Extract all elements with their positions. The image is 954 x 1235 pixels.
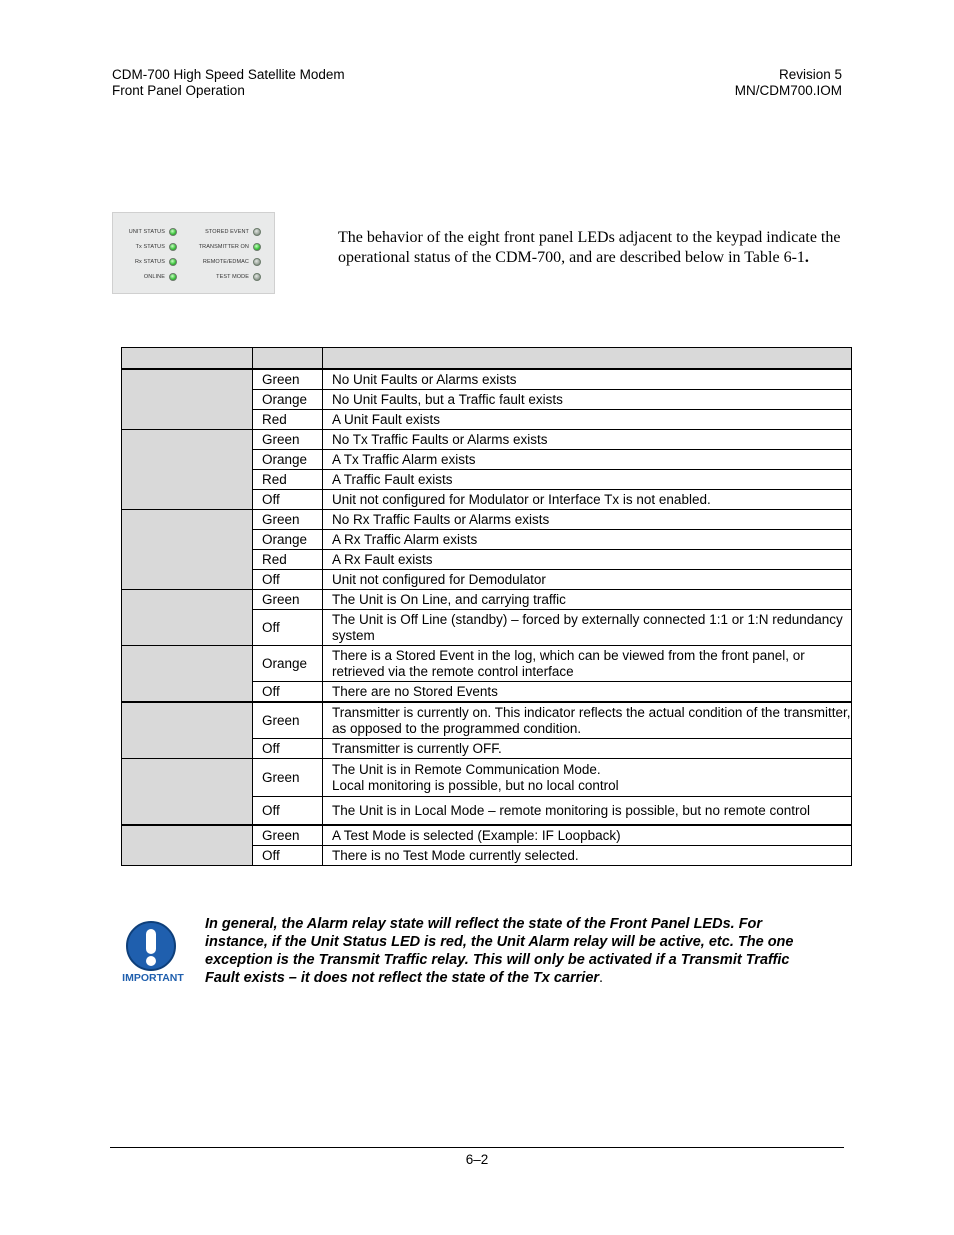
intro-end-punct: . <box>804 249 809 266</box>
condition-cell: Green <box>253 590 323 610</box>
condition-cell: Orange <box>253 450 323 470</box>
table-row <box>122 430 852 450</box>
condition-cell: Red <box>253 410 323 430</box>
condition-cell: Green <box>253 825 323 846</box>
chapter-title: Front Panel Operation <box>112 83 245 98</box>
table-group <box>122 430 852 510</box>
description-cell: Unit not configured for Demodulator <box>323 570 852 590</box>
condition-cell: Green <box>253 510 323 530</box>
table-row <box>122 825 852 846</box>
led-label: TEST MODE <box>216 274 249 280</box>
description-cell: There is no Test Mode currently selected. <box>323 846 852 866</box>
table-row <box>122 510 852 530</box>
table-group <box>122 825 852 866</box>
description-cell: A Rx Traffic Alarm exists <box>323 530 852 550</box>
intro-text: The behavior of the eight front panel LEDs adjacent to the keypad indicate the operational status of the CDM-700, and are described below in Table 6-1 <box>338 229 841 266</box>
condition-cell: Off <box>253 490 323 510</box>
condition-cell: Off <box>253 610 323 646</box>
intro-paragraph <box>338 228 848 268</box>
condition-cell: Orange <box>253 390 323 410</box>
description-cell: A Traffic Fault exists <box>323 470 852 490</box>
led-name-cell <box>122 702 253 759</box>
footer-divider <box>110 1147 844 1148</box>
unit-status-led-icon <box>169 228 177 236</box>
condition-cell: Off <box>253 682 323 703</box>
led-row <box>185 256 261 268</box>
description-cell: Unit not configured for Modulator or Interface Tx is not enabled. <box>323 490 852 510</box>
document-title: CDM-700 High Speed Satellite Modem <box>112 67 345 82</box>
description-line: The Unit is in Remote Communication Mode. <box>332 761 601 777</box>
table-row <box>122 646 852 682</box>
transmitter-on-led-icon <box>253 243 261 251</box>
led-row <box>121 256 177 268</box>
led-label: UNIT STATUS <box>128 229 165 235</box>
page-number: 6–2 <box>465 1152 489 1167</box>
led-name-cell <box>122 430 253 510</box>
exclamation-bar <box>146 929 156 954</box>
page-header-left <box>112 67 345 99</box>
led-label: REMOTE/EDMAC <box>202 259 249 265</box>
led-label: TRANSMITTER ON <box>198 244 249 250</box>
description-cell: A Rx Fault exists <box>323 550 852 570</box>
condition-cell: Off <box>253 846 323 866</box>
table-group <box>122 510 852 590</box>
table-row <box>122 759 852 797</box>
description-cell: Transmitter is currently on. This indicator reflects the actual condition of the transmitter, as opposed to the programmed condition. <box>323 702 852 739</box>
condition-cell: Green <box>253 430 323 450</box>
important-note <box>205 915 825 987</box>
description-cell <box>323 759 852 797</box>
exclamation-dot <box>146 956 156 966</box>
description-cell: A Unit Fault exists <box>323 410 852 430</box>
description-cell: Transmitter is currently OFF. <box>323 739 852 759</box>
description-cell: The Unit is On Line, and carrying traffic <box>323 590 852 610</box>
condition-cell: Red <box>253 550 323 570</box>
description-line: Local monitoring is possible, but no local control <box>332 777 619 793</box>
rx-status-led-icon <box>169 258 177 266</box>
description-cell: No Unit Faults or Alarms exists <box>323 369 852 390</box>
table-group <box>122 759 852 826</box>
led-label: STORED EVENT <box>205 229 249 235</box>
stored-event-led-icon <box>253 228 261 236</box>
important-note-tail: . <box>599 970 604 986</box>
led-label: Tx STATUS <box>135 244 165 250</box>
led-row <box>185 271 261 283</box>
condition-cell: Off <box>253 797 323 826</box>
description-cell: A Tx Traffic Alarm exists <box>323 450 852 470</box>
condition-cell: Green <box>253 759 323 797</box>
table-group <box>122 702 852 759</box>
table-row <box>122 702 852 739</box>
condition-cell: Off <box>253 570 323 590</box>
led-name-cell <box>122 646 253 703</box>
table-row <box>122 369 852 390</box>
description-cell: No Rx Traffic Faults or Alarms exists <box>323 510 852 530</box>
condition-cell: Red <box>253 470 323 490</box>
led-label: ONLINE <box>143 274 165 280</box>
led-row <box>185 226 261 238</box>
document-number: MN/CDM700.IOM <box>734 83 842 98</box>
led-row <box>121 226 177 238</box>
tx-status-led-icon <box>169 243 177 251</box>
table-header-condition <box>253 348 323 370</box>
description-cell: There is a Stored Event in the log, which can be viewed from the front panel, or retrieved via the remote control interface <box>323 646 852 682</box>
led-name-cell <box>122 369 253 430</box>
description-cell: The Unit is Off Line (standby) – forced by externally connected 1:1 or 1:N redundancy system <box>323 610 852 646</box>
description-cell: The Unit is in Local Mode – remote monitoring is possible, but no remote control <box>323 797 852 826</box>
description-cell: No Unit Faults, but a Traffic fault exists <box>323 390 852 410</box>
led-behavior-table <box>121 347 852 866</box>
led-label: Rx STATUS <box>134 259 165 265</box>
important-note-text: In general, the Alarm relay state will reflect the state of the Front Panel LEDs. For instance, if the Unit Status LED is red, the Unit Alarm relay will be active, etc. The one exception is the Transmit Traffic relay. This will only be activated if a Transmit Traffic Fault exists – it does not reflect the state of the Tx carrier <box>205 916 794 986</box>
test-mode-led-icon <box>253 273 261 281</box>
condition-cell: Green <box>253 369 323 390</box>
description-cell: No Tx Traffic Faults or Alarms exists <box>323 430 852 450</box>
condition-cell: Off <box>253 739 323 759</box>
table-row <box>122 590 852 610</box>
table-group <box>122 369 852 430</box>
condition-cell: Orange <box>253 530 323 550</box>
description-cell: A Test Mode is selected (Example: IF Loopback) <box>323 825 852 846</box>
description-cell: There are no Stored Events <box>323 682 852 703</box>
page-header-right <box>735 67 842 99</box>
condition-cell: Green <box>253 702 323 739</box>
led-name-cell <box>122 825 253 866</box>
condition-cell: Orange <box>253 646 323 682</box>
led-row <box>185 241 261 253</box>
table-group <box>122 646 852 703</box>
remote-edmac-led-icon <box>253 258 261 266</box>
revision-label: Revision 5 <box>778 67 842 82</box>
table-header-description <box>323 348 852 370</box>
led-row <box>121 241 177 253</box>
led-name-cell <box>122 510 253 590</box>
important-icon-label: IMPORTANT <box>122 972 184 984</box>
online-led-icon <box>169 273 177 281</box>
table-header-led <box>122 348 253 370</box>
table-group <box>122 590 852 646</box>
led-name-cell <box>122 590 253 646</box>
led-name-cell <box>122 759 253 826</box>
led-panel-image <box>112 212 275 294</box>
led-row <box>121 271 177 283</box>
important-icon <box>121 920 185 986</box>
